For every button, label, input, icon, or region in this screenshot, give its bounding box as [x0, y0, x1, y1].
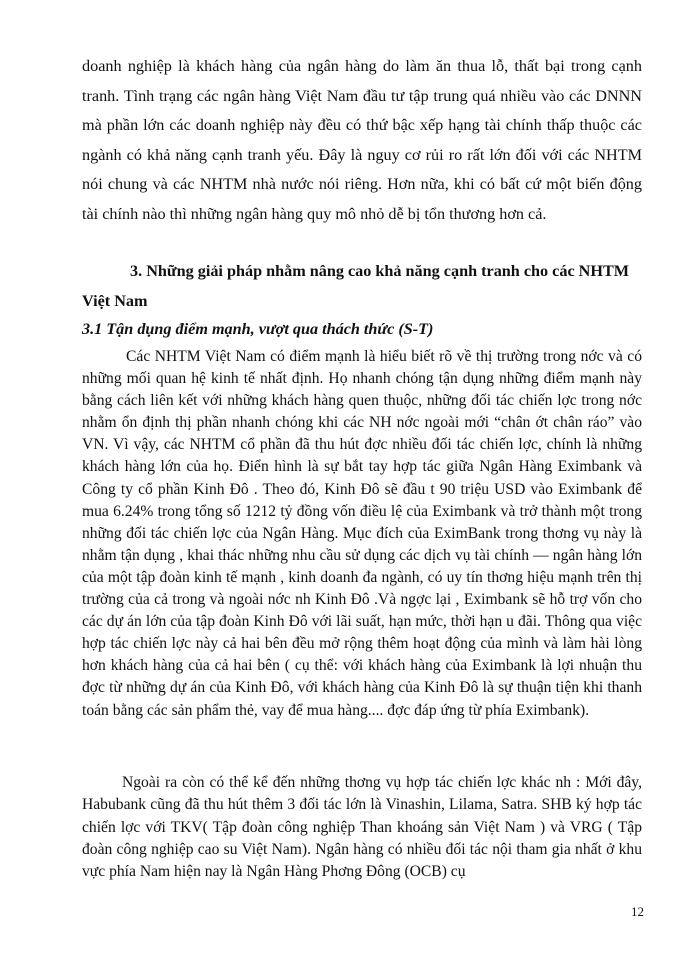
subsection-heading: 3.1 Tận dụng điểm mạnh, vượt qua thách thức (S-T) [82, 320, 434, 338]
paragraph-3: Ngoài ra còn có thể kể đến những thơng vụ hợp tác chiến lợc khác nh : Mới đây, Habubank cũng đã thu hút thêm 3 đối tác lớn là Vinashin, Lilama, Satra. SHB ký hợp tác chiến lợc với TKV( Tập đoàn công nghiệp Than khoáng sản Việt Nam ) và VRG ( Tập đoàn công nghiệp cao su Việt Nam). Ngân hàng có nhiều đối tác nội tham gia nhất ở khu vực phía Nam hiện nay là Ngân Hàng Phơng Đông (OCB) cụ [82, 774, 642, 881]
section-heading: 3. Những giải pháp nhằm nâng cao khả năng cạnh tranh cho các NHTM Việt Nam [82, 262, 630, 310]
page-number: 12 [631, 904, 644, 919]
paragraph-1: doanh nghiệp là khách hàng của ngân hàng do làm ăn thua lỗ, thất bại trong cạnh tranh. Tình trạng các ngân hàng Việt Nam đầu tư tập trung quá nhiều vào các DNNN mà phần lớn các doanh nghiệp này đều có thứ bậc xếp hạng tài chính thấp thuộc các ngành có khả năng cạnh tranh yếu. Đây là nguy cơ rủi ro rất lớn đối với các NHTM nói chung và các NHTM nhà nước nói riêng. Hơn nữa, khi có bất cứ một biến động tài chính nào thì những ngân hàng quy mô nhỏ dễ bị tổn thương hơn cả. [82, 57, 642, 223]
paragraph-2: Các NHTM Việt Nam có điểm mạnh là hiểu biết rõ về thị trường trong nớc và có những mối quan hệ kinh tế nhất định. Họ nhanh chóng tận dụng những điểm mạnh này bằng cách liên kết với những khách hàng quen thuộc, những đối tác chiến lợc trong nớc nhằm ổn định thị phần nhanh chóng khi các NH nớc ngoài mới “chân ớt chân ráo” vào VN. Vì vậy, các NHTM cổ phần đã thu hút đợc nhiều đối tác chiến lợc, chính là những khách hàng lớn của họ. Điển hình là sự bắt tay hợp tác giữa Ngân Hàng Eximbank và Công ty cổ phần Kinh Đô . Theo đó, Kinh Đô sẽ đầu t 90 triệu USD vào Eximbank để mua 6.24% trong tổng số 1212 tỷ đồng vốn điều lệ của Eximbank và trở thành một trong những đối tác chiến lợc của Ngân Hàng. Mục đích của EximBank trong thơng vụ này là nhằm tận dụng , khai thác những nhu cầu sử dụng các dịch vụ tài chính — ngân hàng lớn của một tập đoàn kinh tế mạnh , kinh doanh đa ngành, có uy tín thơng hiệu mạnh trên thị trường của cả trong và ngoài nớc nh Kinh Đô .Và ngợc lại , Eximbank sẽ hỗ trợ vốn cho các dự án lớn của tập đoàn Kinh Đô với lãi suất, hạn mức, thời hạn u đãi. Thông qua việc hợp tác chiến lợc này cả hai bên đều mở rộng thêm hoạt động của mình và làm hài lòng hơn khách hàng của cả hai bên ( cụ thể: với khách hàng của Eximbank là lợi nhuận thu đợc từ những dự án của Kinh Đô, với khách hàng của Kinh Đô là sự thuận tiện khi thanh toán bằng các sản phẩm thẻ, vay để mua hàng.... đợc đáp ứng từ phía Eximbank). [82, 348, 642, 719]
